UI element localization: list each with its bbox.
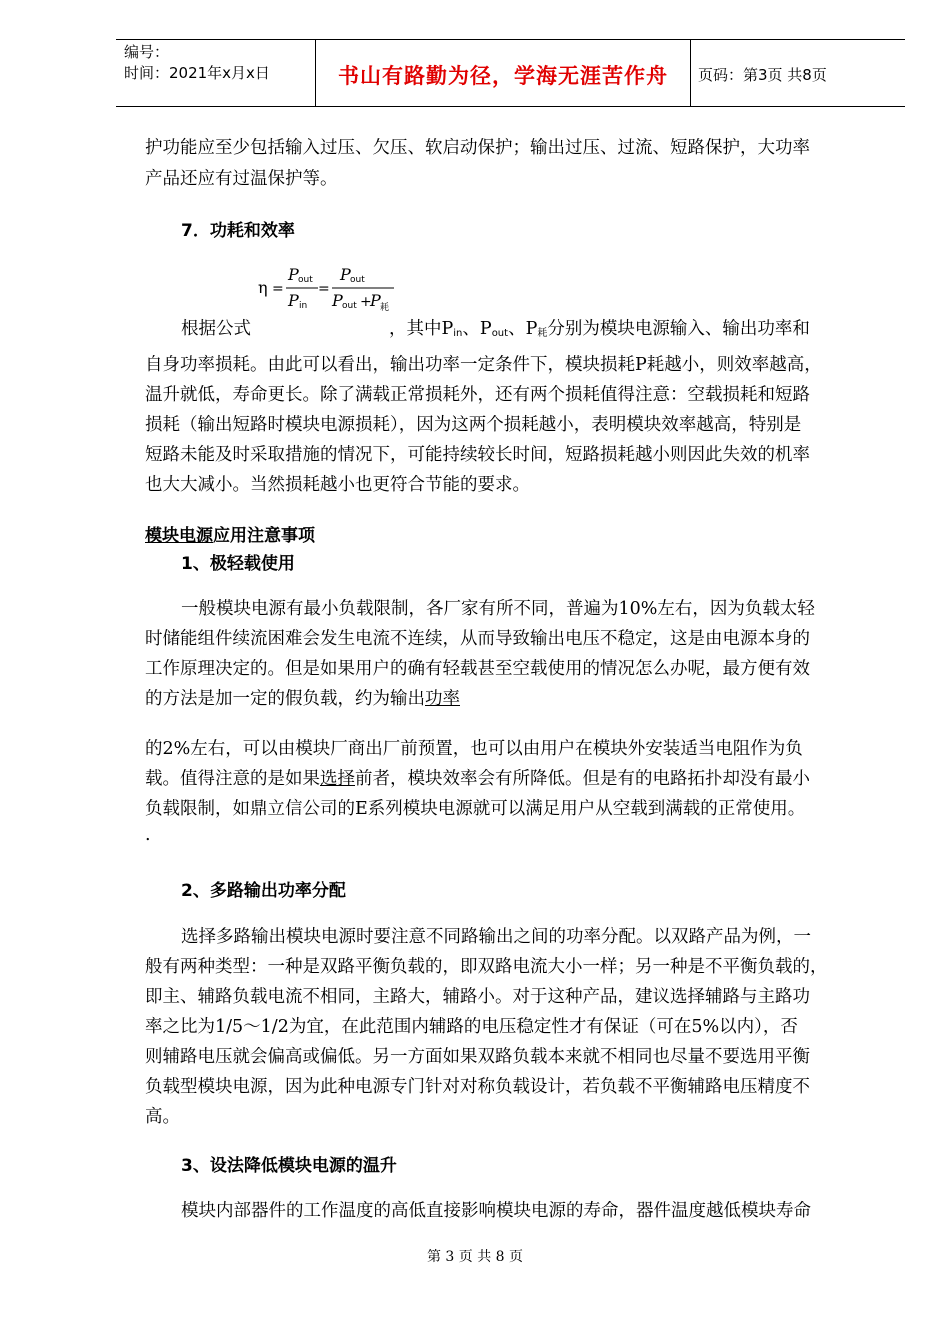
notes-title: [145, 521, 315, 546]
time-label: 时间：2021年x月x日: [124, 64, 270, 82]
paragraph-line: 负载型模块电源，因为此种电源专门针对对称负载设计，若负载不平衡辅路电压精度不: [145, 1077, 810, 1097]
paragraph-line: 般有两种类型：一种是双路平衡负载的，即双路电流大小一样；另一种是不平衡负载的，: [145, 957, 828, 977]
text-run: 分别为模块电源输入、输出功率和: [547, 319, 810, 339]
paragraph-line: 则辅路电压就会偏高或偏低。另一方面如果双路负载本来就不相同也尽量不要选用平衡: [145, 1047, 810, 1067]
header-motto: 书山有路勤为径，学海无涯苦作舟: [338, 64, 668, 88]
header-page-label: 页码：第3页 共8页: [698, 66, 827, 84]
paragraph-line: 自身功率损耗。由此可以看出，输出功率一定条件下，模块损耗P耗越小，则效率越高，: [145, 355, 822, 375]
paragraph-line: 工作原理决定的。但是如果用户的确有轻载甚至空载使用的情况怎么办呢，最方便有效: [145, 659, 810, 679]
paragraph-line: 即主、辅路负载电流不相同，主路大，辅路小。对于这种产品，建议选择辅路与主路功: [145, 987, 810, 1007]
paragraph-line: 率之比为1/5～1/2为宜，在此范围内辅路的电压稳定性才有保证（可在5%以内），否: [145, 1017, 798, 1037]
paragraph-line: 时储能组件续流困难会发生电流不连续，从而导致输出电压不稳定，这是由电源本身的: [145, 629, 810, 649]
paragraph-line: 负载限制，如鼎立信公司的E系列模块电源就可以满足用户从空载到满载的正常使用。: [145, 799, 806, 819]
formula-sub: in: [299, 301, 308, 311]
paragraph-line: 的2%左右，可以由模块厂商出厂前预置，也可以由用户在模块外安装适当电阻作为负: [145, 739, 803, 759]
paragraph-line: 高。: [145, 1107, 180, 1127]
formula-p: P: [288, 265, 299, 284]
serial-label: 编号：: [124, 43, 170, 61]
formula-sub: out: [342, 301, 357, 311]
formula-p: P: [370, 291, 381, 310]
paragraph-line: 护功能应至少包括输入过压、欠压、软启动保护；输出过压、过流、短路保护，大功率: [145, 138, 810, 158]
page-footer: 第 3 页 共 8 页: [426, 1249, 524, 1265]
text-run: 前者，模块效率会有所降低。但是有的电路拓扑却没有最小: [355, 769, 810, 789]
subscript: out: [491, 328, 509, 339]
paragraph-line: 模块内部器件的工作温度的高低直接影响模块电源的寿命，器件温度越低模块寿命: [181, 1201, 811, 1221]
paragraph-dot: .: [145, 825, 151, 845]
text-run: 、P: [508, 319, 538, 339]
notes-title-rest: 应用注意事项: [213, 526, 315, 546]
text-run: 根据公式: [181, 319, 251, 339]
subscript: 耗: [537, 328, 548, 339]
header-bottom-rule: [116, 106, 905, 107]
paragraph-line: 一般模块电源有最小负载限制，各厂家有所不同，普遍为10%左右，因为负载太轻: [181, 599, 815, 619]
paragraph-line: 也大大减小。当然损耗越小也更符合节能的要求。: [145, 475, 530, 495]
paragraph-line: 选择多路输出模块电源时要注意不同路输出之间的功率分配。以双路产品为例，一: [181, 927, 811, 947]
text-run: 载。值得注意的是如果: [145, 769, 320, 789]
paragraph-line: [145, 684, 880, 715]
paragraph-line: 温升就低，寿命更长。除了满载正常损耗外，还有两个损耗值得注意：空载损耗和短路: [145, 385, 810, 405]
subsection-heading: 2、多路输出功率分配: [181, 881, 346, 901]
text-run: ，其中P: [389, 319, 454, 339]
paragraph-line: 损耗（输出短路时模块电源损耗），因为这两个损耗越小，表明模块效率越高，特别是: [145, 415, 802, 435]
formula-sub: 耗: [380, 303, 390, 313]
header-left-cell: [124, 42, 314, 84]
section-heading: 7．功耗和效率: [181, 221, 295, 241]
formula-p: P: [340, 265, 351, 284]
power-link[interactable]: 功率: [425, 689, 460, 709]
formula-eq: =: [272, 281, 284, 297]
subsection-heading: 3、设法降低模块电源的温升: [181, 1156, 397, 1176]
notes-title-link[interactable]: 模块电源: [145, 526, 213, 546]
paragraph-line: 产品还应有过温保护等。: [145, 169, 338, 189]
select-link[interactable]: 选择: [320, 769, 355, 789]
text-run: 的方法是加一定的假负载，约为输出: [145, 689, 425, 709]
efficiency-formula: [258, 258, 398, 316]
formula-plus: +: [360, 294, 372, 310]
formula-eq: =: [318, 281, 330, 297]
text-run: 、P: [462, 319, 492, 339]
formula-sub: out: [298, 275, 313, 285]
header-top-rule: [116, 39, 905, 40]
subsection-heading: 1、极轻载使用: [181, 554, 295, 574]
formula-sub: out: [350, 275, 365, 285]
paragraph-line: [181, 314, 916, 349]
formula-p: P: [288, 291, 299, 310]
formula-eta: η: [258, 278, 268, 297]
paragraph-line: [145, 764, 880, 795]
subscript: in: [453, 328, 463, 339]
formula-p: P: [332, 291, 343, 310]
paragraph-line: 短路未能及时采取措施的情况下，可能持续较长时间，短路损耗越小则因此失效的机率: [145, 445, 810, 465]
header-divider-right: [690, 39, 691, 106]
